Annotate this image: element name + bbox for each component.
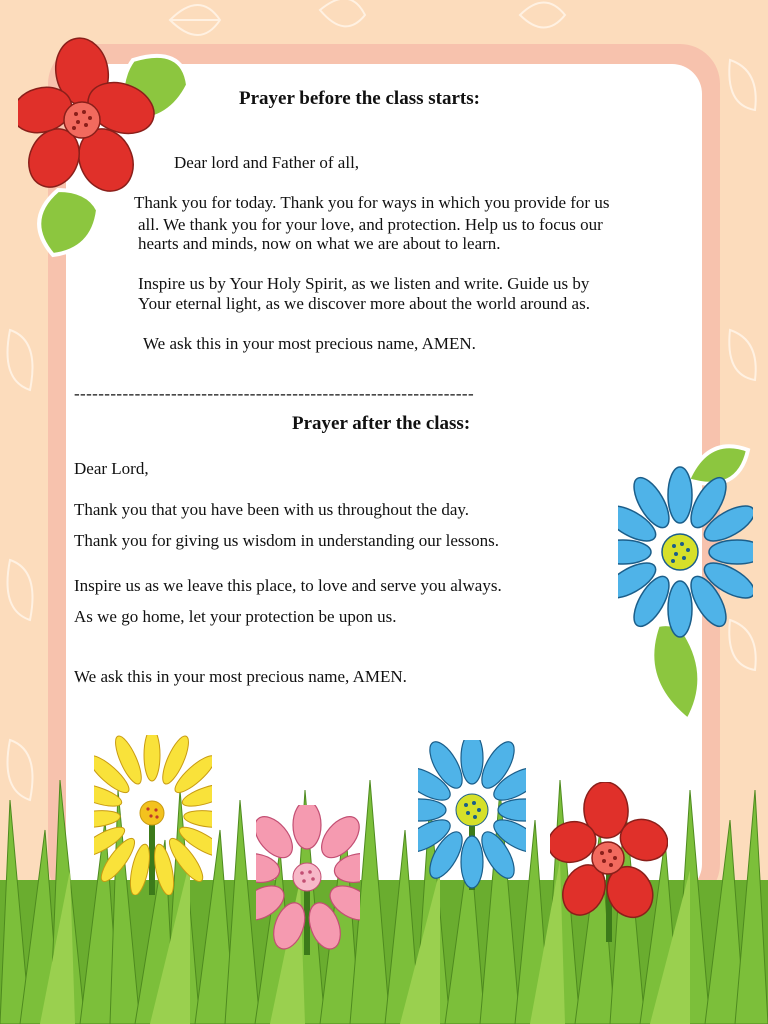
prayer-before-title: Prayer before the class starts: bbox=[239, 88, 480, 109]
prayer-after-line2: Thank you for giving us wisdom in understanding our lessons. bbox=[74, 531, 499, 550]
prayer-before-para1-line1: Thank you for today. Thank you for ways in which you provide for us bbox=[134, 193, 610, 212]
red-flower-bottom-icon bbox=[550, 782, 668, 942]
prayer-after-line1: Thank you that you have been with us throughout the day. bbox=[74, 500, 470, 519]
prayer-after-closing: We ask this in your most precious name, AMEN. bbox=[74, 667, 407, 686]
prayer-before-para1-line3: hearts and minds, now on what we are about to learn. bbox=[138, 234, 501, 253]
prayer-before-closing: We ask this in your most precious name, AMEN. bbox=[143, 334, 476, 353]
divider-line: ------------------------------------------------------------------ bbox=[74, 384, 475, 403]
blue-flower-icon bbox=[618, 440, 753, 725]
prayer-before-para2-line2: Your eternal light, as we discover more about the world around as. bbox=[138, 294, 590, 313]
prayer-before-para1-line2: all. We thank you for your love, and protection. Help us to focus our bbox=[138, 215, 603, 234]
pink-flower-icon bbox=[256, 805, 360, 955]
prayer-after-title: Prayer after the class: bbox=[292, 413, 471, 434]
prayer-after-line3: Inspire us as we leave this place, to love and serve you always. bbox=[74, 576, 502, 595]
prayer-after-salutation: Dear Lord, bbox=[74, 459, 149, 478]
yellow-flower-icon bbox=[94, 735, 212, 895]
prayer-before-salutation: Dear lord and Father of all, bbox=[174, 153, 360, 172]
prayer-before-para2-line1: Inspire us by Your Holy Spirit, as we listen and write. Guide us by bbox=[138, 274, 590, 293]
prayer-after-line4: As we go home, let your protection be upon us. bbox=[74, 607, 397, 626]
blue-flower-bottom-icon bbox=[418, 740, 526, 890]
red-flower-icon bbox=[18, 30, 193, 260]
